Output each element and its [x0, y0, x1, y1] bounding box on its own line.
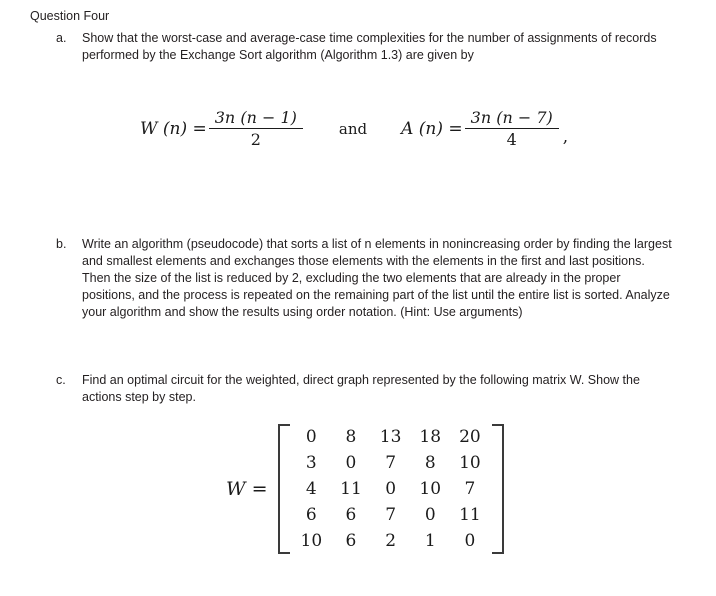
matrix-cell: 0	[345, 453, 357, 473]
table-row	[292, 528, 490, 554]
formula-w-lhs: W (n) =	[140, 118, 207, 139]
list-item-a-label: a.	[56, 31, 67, 45]
formula-conjunction: and	[338, 119, 368, 138]
page-title: Question Four	[30, 9, 110, 23]
table-row	[292, 424, 490, 450]
matrix-cell: 8	[345, 427, 357, 447]
list-item-a	[56, 30, 666, 64]
matrix-cell: 6	[345, 505, 357, 525]
formula-w-numerator: 3n (n − 1)	[214, 108, 297, 127]
matrix-cell: 4	[305, 479, 317, 499]
matrix-cell: 8	[424, 453, 436, 473]
matrix-cell: 1	[424, 531, 436, 551]
formula-row	[140, 108, 568, 149]
list-item-c-label: c.	[56, 373, 66, 387]
table-row	[292, 450, 490, 476]
formula-w-fraction	[209, 108, 303, 149]
matrix-left-bracket	[278, 424, 290, 554]
list-item-c	[56, 372, 676, 406]
matrix-cell: 0	[385, 479, 397, 499]
table-row	[292, 476, 490, 502]
matrix-cell: 0	[305, 427, 317, 447]
formula-a-denominator: 4	[506, 130, 517, 149]
formula-trailing-punctuation: ,	[562, 127, 569, 147]
formula-w-denominator: 2	[250, 130, 261, 149]
matrix-cell: 11	[340, 479, 362, 499]
matrix-cell: 7	[385, 505, 397, 525]
matrix-right-bracket	[492, 424, 504, 554]
matrix-cell: 10	[419, 479, 442, 499]
matrix-label: W =	[226, 478, 268, 500]
matrix-cell: 13	[379, 427, 402, 447]
matrix-cell: 0	[464, 531, 476, 551]
matrix-cell: 10	[459, 453, 481, 473]
list-item-b	[56, 236, 676, 321]
matrix-block	[226, 424, 504, 554]
list-item-b-label: b.	[56, 237, 67, 251]
list-item-b-text: Write an algorithm (pseudocode) that sorts a list of n elements in nonincreasing order by finding the largest and smallest elements and exchanges those elements with the elements in the first and last positions. Then the size of the list is reduced by 2, excluding the two elements that are already in the proper positions, and the process is repeated on the remaining part of the list until the entire list is sorted. Analyze your algorithm and show the results using order notation. (Hint: Use arguments)	[82, 237, 672, 319]
formula-a-lhs: A (n) =	[401, 118, 463, 139]
matrix-cell: 0	[424, 505, 436, 525]
matrix-cell: 6	[345, 531, 357, 551]
table-row	[292, 502, 490, 528]
matrix-cell: 10	[300, 531, 323, 551]
matrix-cell: 20	[459, 427, 481, 447]
matrix-cell: 2	[385, 531, 397, 551]
matrix-cell: 6	[305, 505, 317, 525]
matrix-cell: 3	[305, 453, 317, 473]
list-item-c-text: Find an optimal circuit for the weighted, direct graph represented by the following matrix W. Show the actions step by step.	[82, 373, 640, 404]
list-item-a-text: Show that the worst-case and average-case time complexities for the number of assignments of records performed by the Exchange Sort algorithm (Algorithm 1.3) are given by	[82, 31, 657, 62]
matrix-table	[292, 424, 490, 554]
matrix-cell: 18	[419, 427, 442, 447]
matrix-cell: 7	[464, 479, 476, 499]
matrix-cell: 7	[385, 453, 397, 473]
formula-a-numerator: 3n (n − 7)	[470, 108, 553, 127]
formula-a-fraction	[465, 108, 559, 149]
matrix-cell: 11	[459, 505, 481, 525]
